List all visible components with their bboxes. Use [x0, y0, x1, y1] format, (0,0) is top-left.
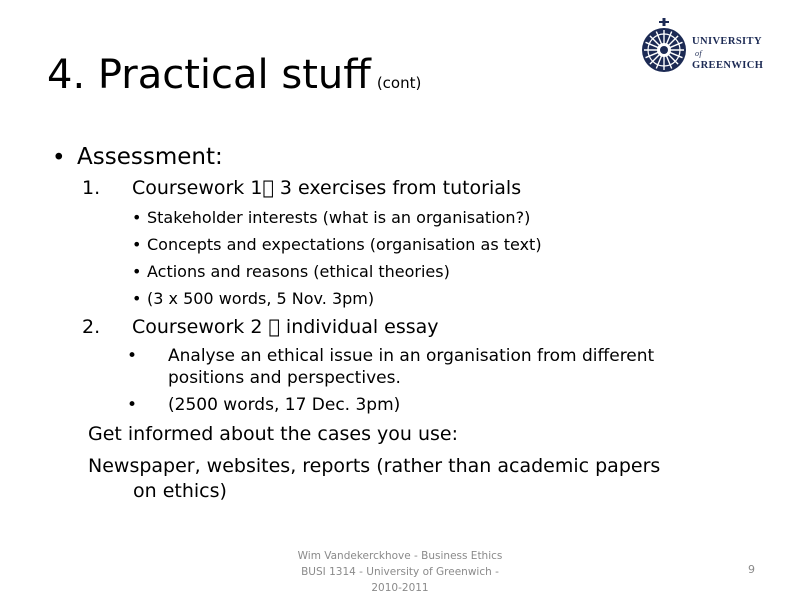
slide-title-text: 4. Practical stuff: [47, 52, 371, 98]
sub-bullet: •: [132, 289, 142, 308]
sub-item: Actions and reasons (ethical theories): [147, 262, 450, 281]
item-number: 1.: [82, 177, 101, 199]
sub-bullet: •: [132, 208, 142, 227]
footer-line: BUSI 1314 - University of Greenwich -: [301, 566, 499, 578]
info-line: Newspaper, websites, reports (rather than academic papers: [88, 455, 661, 477]
sub-item: (3 x 500 words, 5 Nov. 3pm): [147, 289, 375, 308]
sub-item: Analyse an ethical issue in an organisation from different: [168, 346, 655, 366]
footer-line: Wim Vandekerckhove - Business Ethics: [297, 550, 503, 562]
info-line-continued: on ethics): [133, 480, 227, 502]
sub-bullet: •: [127, 395, 138, 415]
info-line: Get informed about the cases you use:: [88, 423, 458, 445]
item-number: 2.: [82, 316, 101, 338]
logo-text-greenwich: GREENWICH: [692, 60, 764, 71]
sub-item: Stakeholder interests (what is an organisation?): [147, 208, 531, 227]
sub-bullet: •: [127, 346, 138, 366]
coursework-1: Coursework 1 3 exercises from tutorials: [132, 177, 510, 199]
sub-bullet: •: [132, 235, 142, 254]
slide-title-suffix: (cont): [376, 74, 422, 92]
sub-item-continued: positions and perspectives.: [168, 368, 401, 388]
sub-item: (2500 words, 17 Dec. 3pm): [168, 395, 401, 415]
sub-bullet: •: [132, 262, 142, 281]
page-number: 9: [748, 563, 755, 576]
footer-line: 2010-2011: [371, 582, 429, 594]
assessment-heading: Assessment:: [77, 144, 223, 170]
coursework-2: Coursework 2 individual essay: [132, 316, 422, 338]
slide-footer: [260, 548, 540, 596]
sub-item: Concepts and expectations (organisation as text): [147, 235, 542, 254]
logo-text-university: UNIVERSITY: [692, 36, 762, 47]
logo-text-of: of: [695, 49, 703, 58]
bullet: •: [52, 145, 66, 171]
